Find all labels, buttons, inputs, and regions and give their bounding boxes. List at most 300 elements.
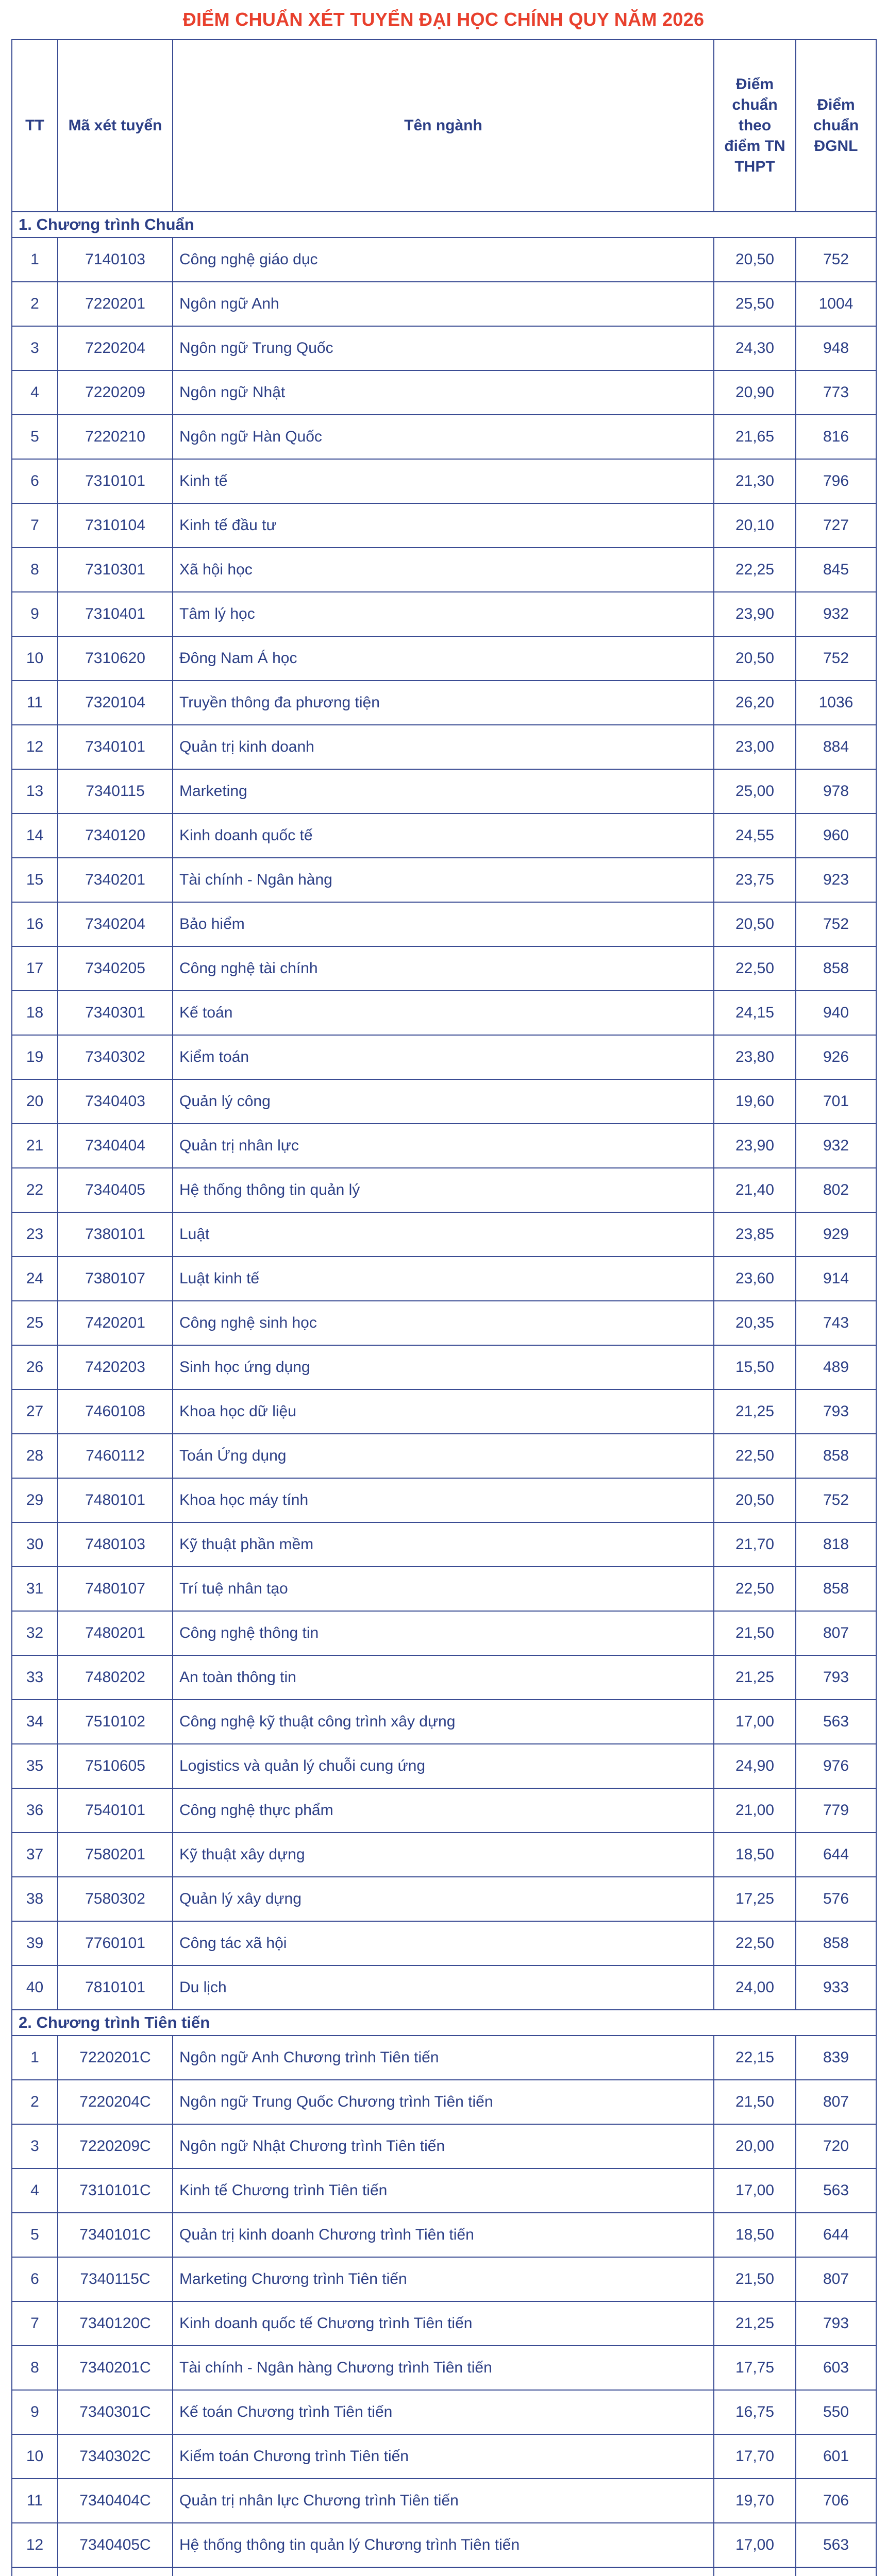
cell-score-tn: 23,00 [714, 725, 796, 769]
cell-score-dgnl: 1036 [796, 681, 876, 725]
cell-score-dgnl: 752 [796, 238, 876, 282]
cell-score-dgnl: 914 [796, 1257, 876, 1301]
cell-score-tn: 18,50 [714, 1833, 796, 1877]
cell-tt: 9 [12, 592, 58, 636]
cell-code: 7220204 [58, 326, 173, 370]
table-row [12, 902, 876, 946]
cell-name: Kỹ thuật phần mềm [173, 1522, 714, 1567]
table-row [12, 2213, 876, 2257]
cell-code: 7340301C [58, 2390, 173, 2434]
cell-code [58, 2567, 173, 2576]
table-row [12, 2257, 876, 2301]
table-row [12, 1833, 876, 1877]
table-row [12, 2124, 876, 2168]
cell-score-tn: 22,50 [714, 1567, 796, 1611]
cell-score-dgnl: 489 [796, 1345, 876, 1389]
cell-code: 7340405 [58, 1168, 173, 1212]
cell-score-dgnl: 818 [796, 1522, 876, 1567]
cell-tt: 5 [12, 2213, 58, 2257]
cell-code: 7310104 [58, 503, 173, 548]
cell-score-dgnl: 793 [796, 2301, 876, 2346]
table-row [12, 282, 876, 326]
cell-score-tn: 20,90 [714, 370, 796, 415]
cell-score-tn: 21,30 [714, 459, 796, 503]
cell-name: Công nghệ thông tin [173, 1611, 714, 1655]
table-row [12, 2036, 876, 2080]
cell-score-tn: 20,50 [714, 1478, 796, 1522]
cell-tt: 10 [12, 636, 58, 681]
table-row [12, 238, 876, 282]
cell-code: 7340120 [58, 814, 173, 858]
cell-name: Công nghệ giáo dục [173, 238, 714, 282]
cell-code: 7580302 [58, 1877, 173, 1921]
cell-code: 7340302 [58, 1035, 173, 1079]
cell-score-dgnl: 563 [796, 1700, 876, 1744]
cell-score-dgnl: 601 [796, 2434, 876, 2479]
cell-name: Tài chính - Ngân hàng Chương trình Tiên tiến [173, 2346, 714, 2390]
cell-score-tn: 15,50 [714, 1345, 796, 1389]
cell-score-dgnl: 644 [796, 2213, 876, 2257]
cell-score-tn: 20,10 [714, 503, 796, 548]
table-header-row [12, 40, 876, 212]
cell-score-dgnl: 978 [796, 769, 876, 814]
cell-name: Kinh doanh quốc tế [173, 814, 714, 858]
table-row [12, 636, 876, 681]
cell-score-tn: 21,25 [714, 1389, 796, 1434]
cell-score-dgnl: 706 [796, 2479, 876, 2523]
cell-name: Quản trị kinh doanh Chương trình Tiên tiến [173, 2213, 714, 2257]
cell-score-dgnl: 563 [796, 2523, 876, 2567]
cell-score-dgnl: 807 [796, 1611, 876, 1655]
cell-name: Ngôn ngữ Anh [173, 282, 714, 326]
table-row [12, 2479, 876, 2523]
cell-score-dgnl: 884 [796, 725, 876, 769]
table-row [12, 814, 876, 858]
cell-name: An toàn thông tin [173, 1655, 714, 1700]
table-row [12, 769, 876, 814]
cell-score-dgnl: 793 [796, 1389, 876, 1434]
cell-name: Ngôn ngữ Hàn Quốc [173, 415, 714, 459]
cell-name: Hệ thống thông tin quản lý Chương trình Tiên tiến [173, 2523, 714, 2567]
cell-tt: 12 [12, 725, 58, 769]
table-row [12, 1877, 876, 1921]
cell-score-dgnl: 858 [796, 1921, 876, 1965]
table-row [12, 326, 876, 370]
cell-code: 7340404 [58, 1124, 173, 1168]
cell-code: 7340204 [58, 902, 173, 946]
cell-tt: 30 [12, 1522, 58, 1567]
cell-score-dgnl: 752 [796, 636, 876, 681]
cell-name: Luật [173, 1212, 714, 1257]
cell-name: Trí tuệ nhân tạo [173, 1567, 714, 1611]
cell-tt: 9 [12, 2390, 58, 2434]
cell-code: 7220201C [58, 2036, 173, 2080]
cell-score-dgnl: 948 [796, 326, 876, 370]
cell-score-dgnl: 550 [796, 2390, 876, 2434]
cell-score-dgnl: 743 [796, 1301, 876, 1345]
cell-name: Tài chính - Ngân hàng [173, 858, 714, 902]
cell-score-dgnl: 932 [796, 592, 876, 636]
cell-code: 7310301 [58, 548, 173, 592]
cell-name: Quản trị nhân lực Chương trình Tiên tiến [173, 2479, 714, 2523]
cell-code: 7220210 [58, 415, 173, 459]
table-row [12, 1035, 876, 1079]
table-row [12, 370, 876, 415]
cell-code: 7480201 [58, 1611, 173, 1655]
cell-code: 7340403 [58, 1079, 173, 1124]
table-row [12, 991, 876, 1035]
cell-score-tn: 26,20 [714, 681, 796, 725]
cell-tt: 31 [12, 1567, 58, 1611]
cell-tt: 13 [12, 769, 58, 814]
cell-code: 7140103 [58, 238, 173, 282]
table-row [12, 2390, 876, 2434]
cell-code: 7320104 [58, 681, 173, 725]
cell-score-dgnl: 845 [796, 548, 876, 592]
cell-code: 7340101 [58, 725, 173, 769]
cell-score-dgnl: 858 [796, 1434, 876, 1478]
cell-score-dgnl: 960 [796, 814, 876, 858]
cell-code: 7220209 [58, 370, 173, 415]
table-row [12, 2434, 876, 2479]
cell-score-tn: 24,00 [714, 1965, 796, 2010]
cell-score-dgnl: 720 [796, 2124, 876, 2168]
cell-score-dgnl: 701 [796, 1079, 876, 1124]
table-row [12, 1655, 876, 1700]
cell-score-tn: 21,50 [714, 1611, 796, 1655]
cell-score-tn: 22,50 [714, 1921, 796, 1965]
cell-code: 7510102 [58, 1700, 173, 1744]
header-score-tn: Điểm chuẩn theo điểm TN THPT [714, 40, 796, 212]
cell-code: 7810101 [58, 1965, 173, 2010]
cell-code: 7340301 [58, 991, 173, 1035]
cell-score-tn: 19,70 [714, 2479, 796, 2523]
table-row [12, 2523, 876, 2567]
cell-score-dgnl: 923 [796, 858, 876, 902]
table-row [12, 1700, 876, 1744]
cell-score-tn: 17,00 [714, 2523, 796, 2567]
cell-name: Công nghệ tài chính [173, 946, 714, 991]
cell-score-tn [714, 2567, 796, 2576]
cell-code: 7340201C [58, 2346, 173, 2390]
cell-tt: 11 [12, 2479, 58, 2523]
cell-name: Kinh tế đầu tư [173, 503, 714, 548]
cell-score-tn: 21,25 [714, 1655, 796, 1700]
cell-tt: 7 [12, 2301, 58, 2346]
cell-name [173, 2567, 714, 2576]
cell-score-tn: 23,85 [714, 1212, 796, 1257]
cell-name: Marketing [173, 769, 714, 814]
cell-tt: 3 [12, 326, 58, 370]
cell-code: 7510605 [58, 1744, 173, 1788]
section-title: 1. Chương trình Chuẩn [12, 212, 876, 238]
cell-score-tn: 21,25 [714, 2301, 796, 2346]
cell-name: Ngôn ngữ Trung Quốc Chương trình Tiên tiến [173, 2080, 714, 2124]
cell-tt: 1 [12, 2036, 58, 2080]
cell-code: 7340405C [58, 2523, 173, 2567]
cell-tt: 34 [12, 1700, 58, 1744]
cell-tt: 11 [12, 681, 58, 725]
cell-name: Công tác xã hội [173, 1921, 714, 1965]
cell-name: Tâm lý học [173, 592, 714, 636]
cell-score-tn: 21,40 [714, 1168, 796, 1212]
cell-score-dgnl: 727 [796, 503, 876, 548]
cell-name: Công nghệ thực phẩm [173, 1788, 714, 1833]
section-header-row [12, 212, 876, 238]
admission-score-table [11, 39, 877, 2576]
table-row [12, 858, 876, 902]
cell-code: 7310101 [58, 459, 173, 503]
cell-tt: 35 [12, 1744, 58, 1788]
cell-score-tn: 21,70 [714, 1522, 796, 1567]
cell-name: Logistics và quản lý chuỗi cung ứng [173, 1744, 714, 1788]
cell-score-tn: 22,15 [714, 2036, 796, 2080]
cell-code: 7340205 [58, 946, 173, 991]
cell-name: Hệ thống thông tin quản lý [173, 1168, 714, 1212]
table-row [12, 548, 876, 592]
cell-code: 7480202 [58, 1655, 173, 1700]
cell-tt: 12 [12, 2523, 58, 2567]
cell-score-tn: 17,00 [714, 1700, 796, 1744]
cell-name: Đông Nam Á học [173, 636, 714, 681]
cell-code: 7460112 [58, 1434, 173, 1478]
table-row [12, 725, 876, 769]
cell-tt: 36 [12, 1788, 58, 1833]
cell-code: 7380107 [58, 1257, 173, 1301]
cell-name: Quản trị nhân lực [173, 1124, 714, 1168]
cell-score-dgnl: 603 [796, 2346, 876, 2390]
cell-score-tn: 18,50 [714, 2213, 796, 2257]
cell-tt: 39 [12, 1921, 58, 1965]
cell-name: Khoa học dữ liệu [173, 1389, 714, 1434]
cell-code: 7420201 [58, 1301, 173, 1345]
table-row [12, 1301, 876, 1345]
cell-tt: 3 [12, 2124, 58, 2168]
cell-score-tn: 21,00 [714, 1788, 796, 1833]
table-row [12, 681, 876, 725]
cell-code: 7340101C [58, 2213, 173, 2257]
cell-score-tn: 21,50 [714, 2257, 796, 2301]
cell-name: Quản trị kinh doanh [173, 725, 714, 769]
cell-code: 7220204C [58, 2080, 173, 2124]
cell-name: Quản lý xây dựng [173, 1877, 714, 1921]
cell-score-tn: 24,15 [714, 991, 796, 1035]
cell-score-tn: 24,55 [714, 814, 796, 858]
cell-score-tn: 23,80 [714, 1035, 796, 1079]
section-header-row [12, 2010, 876, 2036]
cell-name: Kinh tế [173, 459, 714, 503]
cell-tt: 28 [12, 1434, 58, 1478]
cell-name: Xã hội học [173, 548, 714, 592]
cell-score-dgnl: 933 [796, 1965, 876, 2010]
cell-score-tn: 20,00 [714, 2124, 796, 2168]
cell-name: Kinh tế Chương trình Tiên tiến [173, 2168, 714, 2213]
cell-tt: 33 [12, 1655, 58, 1700]
cell-score-dgnl: 816 [796, 415, 876, 459]
cell-score-dgnl: 807 [796, 2080, 876, 2124]
table-row [12, 1434, 876, 1478]
cell-tt: 4 [12, 370, 58, 415]
cell-tt: 37 [12, 1833, 58, 1877]
cell-code: 7340120C [58, 2301, 173, 2346]
table-row [12, 1921, 876, 1965]
table-row [12, 1788, 876, 1833]
cell-name: Kiểm toán [173, 1035, 714, 1079]
table-row [12, 415, 876, 459]
cell-code: 7310401 [58, 592, 173, 636]
cell-name: Kế toán [173, 991, 714, 1035]
cell-tt: 2 [12, 282, 58, 326]
cell-tt: 19 [12, 1035, 58, 1079]
cell-code: 7480103 [58, 1522, 173, 1567]
table-row [12, 1567, 876, 1611]
cell-code: 7310101C [58, 2168, 173, 2213]
cell-tt: 6 [12, 459, 58, 503]
cell-score-tn: 21,65 [714, 415, 796, 459]
table-row [12, 1168, 876, 1212]
cell-score-dgnl: 932 [796, 1124, 876, 1168]
cell-score-dgnl: 796 [796, 459, 876, 503]
cell-score-dgnl: 976 [796, 1744, 876, 1788]
table-row [12, 1124, 876, 1168]
cell-score-dgnl: 793 [796, 1655, 876, 1700]
cell-name: Ngôn ngữ Anh Chương trình Tiên tiến [173, 2036, 714, 2080]
cell-score-dgnl: 779 [796, 1788, 876, 1833]
cell-code: 7340404C [58, 2479, 173, 2523]
cell-score-tn: 16,75 [714, 2390, 796, 2434]
cell-name: Truyền thông đa phương tiện [173, 681, 714, 725]
cell-name: Quản lý công [173, 1079, 714, 1124]
cell-code: 7540101 [58, 1788, 173, 1833]
cell-score-dgnl [796, 2567, 876, 2576]
cell-tt: 8 [12, 548, 58, 592]
cell-name: Ngôn ngữ Nhật [173, 370, 714, 415]
cell-name: Marketing Chương trình Tiên tiến [173, 2257, 714, 2301]
cell-name: Bảo hiểm [173, 902, 714, 946]
cell-tt: 5 [12, 415, 58, 459]
cell-name: Du lịch [173, 1965, 714, 2010]
header-score-dgnl: Điểm chuẩn ĐGNL [796, 40, 876, 212]
cell-tt: 14 [12, 814, 58, 858]
cell-name: Luật kinh tế [173, 1257, 714, 1301]
cell-score-tn: 24,30 [714, 326, 796, 370]
table-row [12, 503, 876, 548]
cell-score-dgnl: 940 [796, 991, 876, 1035]
table-row [12, 1611, 876, 1655]
cell-score-tn: 20,50 [714, 902, 796, 946]
cell-tt: 26 [12, 1345, 58, 1389]
cell-tt: 4 [12, 2168, 58, 2213]
cell-code: 7340302C [58, 2434, 173, 2479]
cell-score-dgnl: 807 [796, 2257, 876, 2301]
cell-tt [12, 2567, 58, 2576]
cell-score-tn: 25,00 [714, 769, 796, 814]
cell-score-dgnl: 858 [796, 1567, 876, 1611]
cell-tt: 24 [12, 1257, 58, 1301]
cell-score-dgnl: 929 [796, 1212, 876, 1257]
cell-score-dgnl: 563 [796, 2168, 876, 2213]
table-row [12, 1965, 876, 2010]
cell-code: 7580201 [58, 1833, 173, 1877]
table-row [12, 2080, 876, 2124]
cell-tt: 22 [12, 1168, 58, 1212]
cell-score-dgnl: 752 [796, 1478, 876, 1522]
cell-score-tn: 21,50 [714, 2080, 796, 2124]
cell-tt: 21 [12, 1124, 58, 1168]
table-row [12, 1212, 876, 1257]
cell-score-tn: 23,75 [714, 858, 796, 902]
table-row [12, 2567, 876, 2576]
cell-name: Toán Ứng dụng [173, 1434, 714, 1478]
cell-score-tn: 23,90 [714, 592, 796, 636]
cell-name: Khoa học máy tính [173, 1478, 714, 1522]
cell-score-dgnl: 802 [796, 1168, 876, 1212]
cell-score-dgnl: 1004 [796, 282, 876, 326]
cell-name: Kế toán Chương trình Tiên tiến [173, 2390, 714, 2434]
cell-code: 7460108 [58, 1389, 173, 1434]
cell-score-tn: 25,50 [714, 282, 796, 326]
cell-code: 7380101 [58, 1212, 173, 1257]
cell-score-tn: 17,70 [714, 2434, 796, 2479]
table-row [12, 1345, 876, 1389]
table-row [12, 592, 876, 636]
cell-tt: 32 [12, 1611, 58, 1655]
cell-score-tn: 17,75 [714, 2346, 796, 2390]
cell-score-tn: 17,00 [714, 2168, 796, 2213]
cell-tt: 38 [12, 1877, 58, 1921]
cell-name: Công nghệ kỹ thuật công trình xây dựng [173, 1700, 714, 1744]
cell-name: Kỹ thuật xây dựng [173, 1833, 714, 1877]
table-row [12, 1389, 876, 1434]
cell-score-dgnl: 773 [796, 370, 876, 415]
cell-score-tn: 20,50 [714, 636, 796, 681]
table-row [12, 2346, 876, 2390]
table-row [12, 946, 876, 991]
table-row [12, 1522, 876, 1567]
cell-tt: 10 [12, 2434, 58, 2479]
cell-tt: 2 [12, 2080, 58, 2124]
cell-tt: 25 [12, 1301, 58, 1345]
cell-tt: 6 [12, 2257, 58, 2301]
cell-score-dgnl: 926 [796, 1035, 876, 1079]
table-row [12, 459, 876, 503]
cell-score-tn: 20,35 [714, 1301, 796, 1345]
cell-score-tn: 24,90 [714, 1744, 796, 1788]
cell-score-tn: 22,25 [714, 548, 796, 592]
table-row [12, 1257, 876, 1301]
cell-tt: 16 [12, 902, 58, 946]
cell-code: 7220209C [58, 2124, 173, 2168]
header-tt: TT [12, 40, 58, 212]
cell-tt: 8 [12, 2346, 58, 2390]
cell-tt: 23 [12, 1212, 58, 1257]
cell-code: 7340201 [58, 858, 173, 902]
cell-code: 7480101 [58, 1478, 173, 1522]
cell-name: Kinh doanh quốc tế Chương trình Tiên tiến [173, 2301, 714, 2346]
cell-tt: 18 [12, 991, 58, 1035]
cell-score-tn: 22,50 [714, 1434, 796, 1478]
cell-score-dgnl: 752 [796, 902, 876, 946]
cell-name: Ngôn ngữ Trung Quốc [173, 326, 714, 370]
cell-score-tn: 19,60 [714, 1079, 796, 1124]
table-body [12, 212, 876, 2576]
cell-tt: 20 [12, 1079, 58, 1124]
cell-code: 7220201 [58, 282, 173, 326]
cell-code: 7420203 [58, 1345, 173, 1389]
cell-code: 7340115 [58, 769, 173, 814]
cell-tt: 7 [12, 503, 58, 548]
cell-name: Ngôn ngữ Nhật Chương trình Tiên tiến [173, 2124, 714, 2168]
